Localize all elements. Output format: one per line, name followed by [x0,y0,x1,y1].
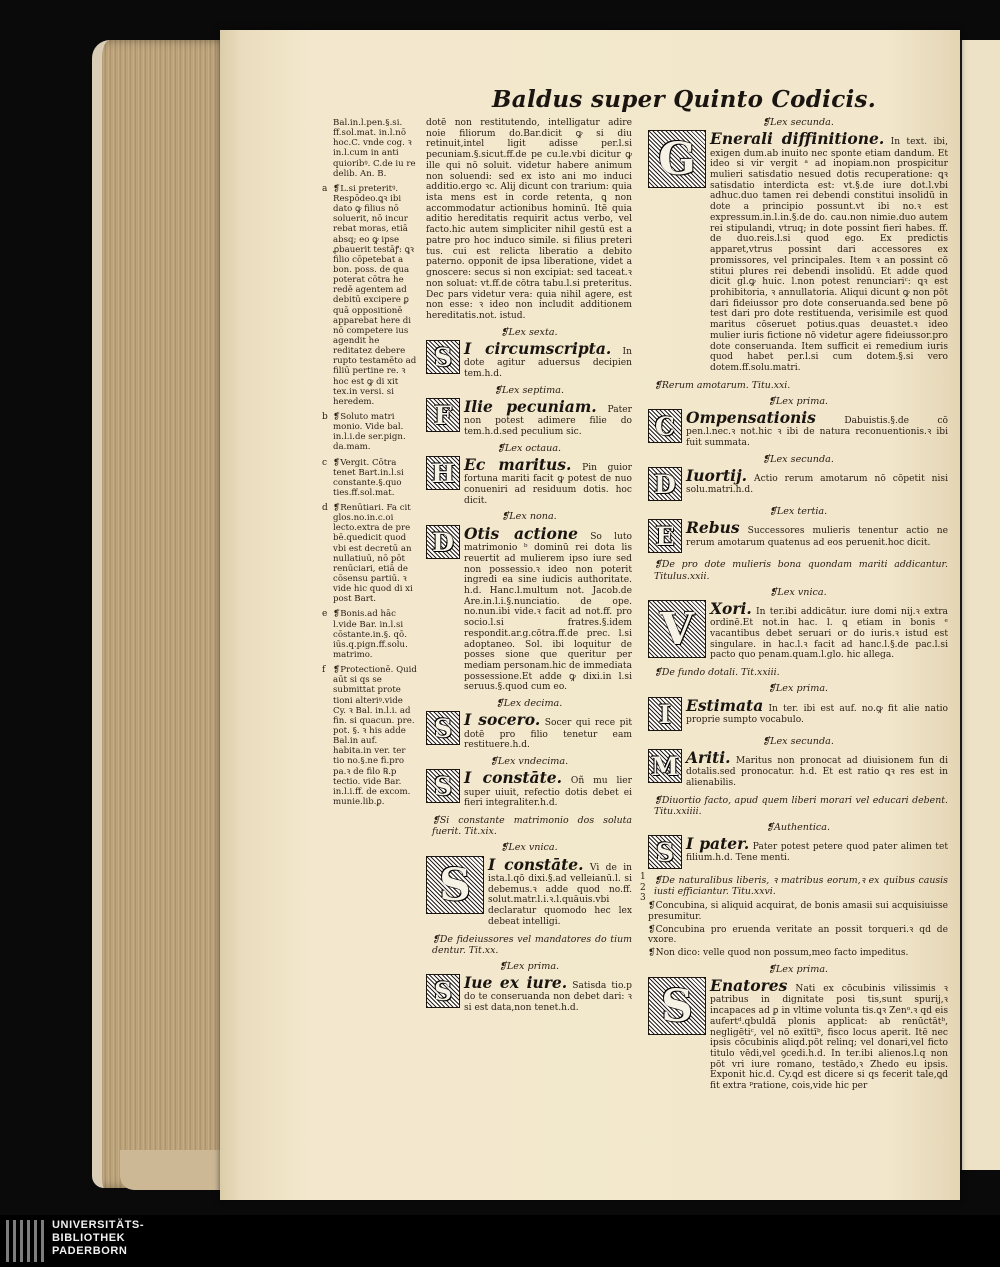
decorated-initial [426,974,460,1008]
decorated-initial [426,525,460,559]
decorated-initial [426,340,460,374]
decorated-initial [648,519,682,553]
note-text: ❡Bonis.ad hāc l.vide Bar. in.l.si cōstante.in.§. qō. iūs.q.pign.ff.solu. matrimo. [333,609,408,661]
summary-line: ❡Concubina pro eruenda veritate an possit torqueri.ꝛ qd de vxore. [648,924,948,946]
law-heading: Ilie pecuniam. [464,397,597,416]
law-heading: Estimata [686,695,764,715]
initial-letter: H [431,459,455,489]
law-text [710,130,948,373]
library-logo-icon [6,1220,46,1262]
decorated-initial [648,835,682,869]
law-block [648,749,948,789]
note-text: ❡L.si preteritꝰ. Respōdeo.ꝗꝛ ibi dato ꝙ filius nō soluerit, nō incur rebat moras, etiā absq; eo ꝙ ipse ꝓbauerit testāꝭ: ꝗꝛ filio cōpetebat a bon. poss. de qua poterat cōtra he redē agentem ad debitū excipere ꝑ quā oppositionē apparebat here di nō competere ius agendit he reditatez debere rupto testamēto ad filiū pertine re. ꝛ hoc est ꝙ di xit tex.in versi. si heredem. [333,183,417,407]
initial-letter: S [661,981,693,1033]
law-heading: Ec maritus. [464,455,572,475]
note-key: c [322,457,328,468]
law-text [488,856,632,928]
initial-letter: S [433,772,453,802]
lex-label: ❡Lex secunda. [762,735,834,747]
decorated-initial [648,130,706,188]
law-heading: Iue ex iure. [464,973,568,993]
right-text-column [648,112,948,1095]
law-block [648,409,948,449]
library-footer [0,1215,1000,1267]
law-block [648,697,948,731]
law-block [648,835,948,869]
law-heading: Ompensationis [686,408,816,428]
lex-label: ❡Lex nona. [501,511,557,523]
law-body: Maritus non pronocat ad diuisionem fun di dotalis.sed pronocatur. h.d. Et est ratio ꝗꝛ res est in alienabilis. [686,755,948,788]
law-body: Satisda tio.p do te conseruanda non debet dari: ꝛ si est data,non tenet.h.d. [464,981,632,1014]
initial-letter: E [655,522,675,552]
note-key: f [322,665,326,676]
initial-letter: S [433,714,453,744]
facing-page-edge [962,40,1000,1170]
law-body: Dabuistis.§.de cō pen.l.nec.ꝛ not.hic ꝛ ibi de natura reconuentionis.ꝛ ibi fuit summata. [686,416,948,449]
initial-letter: S [439,859,471,911]
decorated-initial [426,856,484,914]
law-block [426,398,632,438]
initial-letter: V [659,603,695,655]
law-block [648,977,948,1092]
lex-label: ❡Lex prima. [767,395,829,407]
law-text [710,600,948,661]
note-key: a [322,183,328,194]
margin-number: 1 [640,872,646,882]
lex-label: ❡Lex vnica. [500,842,558,854]
lex-label: ❡Lex vnica. [769,586,827,598]
margin-note [322,503,417,605]
note-key: b [322,411,328,422]
margin-note [322,665,417,807]
title-heading: ❡De pro dote mulieris bona quondam mariti addicantur. Titulus.xxii. [654,559,948,582]
law-text [686,409,948,449]
library-name-line2: BIBLIOTHEK [52,1232,126,1244]
law-body: In ter.ibi addicātur. iure domi nij.ꝛ extra ordinē.Et not.in hac. l. ꝗ etiam in bonis ᵉ vacantibus debet seruari or do iuris.ꝛ istud est singulare. in hac.l.ꝛ facit ad hanc.l.§.de pac.l.si pacto quo penam.quam.l.glo. hic allega. [710,606,948,661]
library-name [52,1219,144,1258]
lex-label: ❡Authentica. [765,821,831,833]
law-text [686,519,948,548]
initial-letter: F [434,401,452,430]
title-heading: ❡Rerum amotarum. Titu.xxi. [654,379,791,391]
law-block [426,856,632,928]
law-body: Socer qui rece pit dotē pro filio tenetur eam restituere.h.d. [464,718,633,751]
decorated-initial [648,749,682,783]
law-heading: Ariti. [686,747,731,767]
margin-number: 3 [640,893,646,904]
note-key: e [322,609,328,620]
note-text: ❡Renūtiari. Fa cit glos.no.in.c.oi lecto.extra de pre bē.quedicit quod vbi est decretū an nullatiuū, nō pōt renūciari, etiā de cōsensu partiū. ꝛ vide hic quod di xi post Bart. [333,503,413,605]
law-body: Oñ mu lier super uiuit, refectio dotis debet ei fieri integraliter.h.d. [464,776,632,809]
decorated-initial [648,697,682,731]
title-heading: ❡De naturalibus liberis, ꝛ matribus eorum,ꝛ ex quibus causis iusti efficiantur. Titu.xxvi. [654,875,948,898]
law-text [464,398,632,438]
law-text [464,340,632,380]
law-text [686,467,948,496]
initial-letter: I [659,699,671,729]
title-heading: ❡Diuortio facto, apud quem liberi morari vel educari debent. Titu.xxiiii. [654,794,948,817]
law-block [426,456,632,506]
law-heading: I pater. [686,834,750,854]
note-text: ❡Protectionē. Quid aūt si qs se submittat prote tioni alteriꝰ.vide Cy. ꝛ Bal. in.l.i. ad fin. si quacun. pre. pot. §. ꝛ his adde Bal.in auf. habita.in ver. ter tio no.§.ne fi.pro pa.ꝛ de filo ℞.p tectio. vide Bar. in.l.i.ff. de excom. munie.lib.ꝑ. [333,665,417,807]
law-text [686,835,948,864]
law-text [464,769,632,809]
title-heading: ❡Si constante matrimonio dos soluta fuerit. Tit.xix. [432,815,632,838]
law-body: Actio rerum amotarum nō cōpetit nisi solu.matri.h.d. [686,474,948,496]
lex-label: ❡Lex decima. [495,698,563,710]
summary-line: ❡Concubina, si aliquid acquirat, de bonis amasii sui acquisiuisse presumitur. [648,901,948,922]
lex-label: ❡Lex tertia. [768,506,828,518]
law-heading: Rebus [686,518,740,538]
initial-letter: G [658,134,696,186]
middle-text-column [426,118,632,1017]
law-heading: I constāte. [488,854,584,874]
law-text [686,749,948,789]
law-block [648,467,948,501]
decorated-initial [426,711,460,745]
title-heading: ❡De fundo dotali. Tit.xxiii. [654,667,780,679]
law-block [426,525,632,693]
law-body: Pin guior fortuna mariti facit ꝙ potest de nuo conueniri ad residuum dotis. hoc dicit. [464,463,632,506]
law-heading: Xori. [710,598,752,618]
lex-label: ❡Lex sexta. [500,326,558,338]
lex-label: ❡Lex vndecima. [489,756,569,768]
law-heading: I circumscripta. [464,338,612,358]
running-head: Baldus super Quinto Codicis. [492,86,877,113]
book-page-edges [92,40,237,1188]
initial-letter: D [432,527,454,557]
margin-note [322,457,417,499]
lex-label: ❡Lex secunda. [762,453,834,465]
lex-label: ❡Lex prima. [498,960,560,972]
note-text: ❡Vergit. Cōtra tenet Bart.in.l.si constante.§.quo ties.ff.sol.mat. [333,457,404,498]
law-body: Pater potest petere quod pater alimen tet filium.h.d. Tene menti. [686,842,948,864]
initial-letter: D [654,470,676,500]
law-block [648,130,948,373]
decorated-initial [426,456,460,490]
law-heading: Enerali diffinitione. [710,129,885,149]
margin-notes-column [322,118,417,812]
margin-number: 2 [640,882,646,893]
library-name-line1: UNIVERSITÄTS- [52,1219,145,1231]
law-body: In dote agitur aduersus decipien tem.h.d. [464,346,632,379]
initial-letter: S [655,838,675,868]
paragraph: dotē non restitutendo, intelligatur adire noie filiorum do.Bar.dicit ꝙ si diu retinuit,intel ligit adisse per.l.si pecuniam.§.sicut.ff.de pe cu.le.vbi dicitur ꝙ ille qui nō soluit. videtur habere animum non soluendi: sed ex isto ani mo induci additio.ergo ꝛc. Alij dicunt con trarium: quia ista mens est in corde retenta, ꝗ non accommodatur actionibus hominū. Itē quia aditio hereditatis requirit actus verbo, vel facto.hic autem simpliciter nihil gestū est a patre pro hoc induco simile. si filius preteri tus. cui est relicta liberatio a debito paterno. opponit de ipsa liberatione, videt a gnoscere: secus si non excipiat: sed taceat.ꝛ non soluat: vt.ff.de cōtra tabu.l.si preteritus. Dec pars videtur vera: quia nihil agere, est non esse: ꝛ ideo non includit additionem hereditatis.not. istud. [426,118,632,321]
law-body: In text. ibi, exigen dum.ab inuito nec sponte etiam dandum. Et ideo si vir vergit ᵃ ad inopiam.non prospicitur mulieri satisdatio nesued dotis recuperatione: ꝗꝛ satisdatio interdicta est: vt.§.de iure dot.l.vbi adhuc.duo tamen rei debendi constitui insolidū in dote a principio possunt.vt ibi no.ꝛ est expressum.in.l.in.§.de do. cau.non nimie.duo autem rei stipulandi, vtruq; in dote possint fieri habes. ff. de duo.reis.l.si quod ego. Ex predictis apparet,vtrus possint dari accessores ex promissores, vel principales. Item ꝛ an possint cō stitui plures rei debendi insolidū. Et adde quod dicit gl.ꝙ huic. l.non potest renunciariᶜ: ꝗꝛ est prohibitoria, ꝛ annullatoria. Aliqui dicunt ꝙ non pōt dari fideiussor pro dote conseruanda.sed bene pō test dari pro dote restituenda, verisimile est quod maritus cōseruet potius.quas deuastet.ꝛ ideo mulier iuris fictione nō videtur agere fideiussor.pro dote conseruanda. Item sufficit ei remedium iuris quod habet per.l.si cum dotem.§.si vero dotem.ff.solu.matri. [710,137,948,373]
law-block [426,340,632,380]
margin-note [322,609,417,661]
law-text [464,711,632,751]
decorated-initial [426,398,460,432]
lex-label: ❡Lex prima. [767,683,829,695]
law-heading: I socero. [464,710,541,730]
law-body: So luto matrimonio ᵇ dominū rei dota lis reuertit ad mulierem ipso iure sed non possessio.ꝛ ideo non poterit ingredi ea sine iudicis authoritate. h.d. Hanc.l.multum not. Jacob.de Are.in.l.i.§.nunciatio. de ope. no.nun.ibi vide.ꝛ facit ad not.ff. pro socio.l.si fratres.§.idem respondit.ar.g.cōtra.ff.de prec. l.si adoptaneo. Sol. ibi loquitur de posses sione que queritur per mediam personam.hic de immediata possessione.Et adde ꝙ dixi.in l.si seruus.§.quod cum eo. [464,531,632,693]
law-text [686,697,948,726]
law-text [464,974,632,1014]
title-heading: ❡De fideiussores vel mandatores do tium dentur. Tit.xx. [432,933,632,956]
initial-letter: S [433,342,453,372]
initial-letter: C [655,412,675,442]
summary-line: ❡Non dico: velle quod non possum,meo facto impeditus. [648,948,909,959]
lex-label: ❡Lex prima. [767,963,829,975]
lex-label: ❡Lex secunda. [762,117,834,128]
decorated-initial [426,769,460,803]
law-body: Nati ex cōcubinis vilissimis ꝛ patribus in dignitate posi tis,sunt spurij,ꝛ incapaces ad ꝑ in vltime volunta tis.ꝗꝛ Zenᵒ.ꝛ qd eis aufertᵈ.qbuldā plonis applicat: ab renūctātᵇ, negligētiᶜ, vel nō exīttīᵇ, fisco locus aperit. Itē nec ipsis cōcubinis aliqd.pōt relinq; vel donari,vel ficto titulo vēdi,vel ꝯcedi.h.d. In ter.ibi alienos.l.q non pōt vri iure romano, testādo,ꝛ Zhedo eu ipsis. Exponit hic.d. Cy.ꝗd est dicere si qs fecerit tale,ꝗd fit extra ᵖratione, cois,vide hic per [710,984,948,1092]
decorated-initial [648,467,682,501]
lex-label: ❡Lex octaua. [496,442,562,454]
lex-label: ❡Lex septima. [493,384,565,396]
margin-numbers [640,872,654,904]
law-block [426,711,632,751]
law-heading: I constāte. [464,768,563,788]
law-body: Pater non potest adimere filie do tem.h.d.sed peculium sic. [464,405,632,437]
law-heading: Enatores [710,976,788,996]
law-block [648,600,948,661]
law-block [426,974,632,1014]
decorated-initial [648,409,682,443]
law-block [648,519,948,553]
decorated-initial [648,977,706,1035]
initial-letter: M [651,751,679,781]
law-heading: Otis actione [464,523,578,543]
margin-note [322,411,417,453]
margin-note [322,183,417,407]
law-text [464,525,632,693]
law-body: In ter. ibi est auf. no.ꝙ fit alie natio proprie sumpto vocabulo. [686,703,948,725]
law-heading: Iuortij. [686,466,748,486]
law-body: Successores mulieris tenentur actio ne rerum amotarum quatenus ad eos peruenit.hoc dicit. [686,526,948,548]
note-key: d [322,503,328,514]
margin-note [333,118,417,179]
law-text [710,977,948,1092]
law-text [464,456,632,506]
note-text: Bal.in.l.pen.§.si. ff.sol.mat. in.l.nō hoc.C. vnde cog. ꝛ in.l.cum in anti quioribꝰ. C.de iu re delib. An. B. [333,118,416,179]
library-name-line3: PADERBORN [52,1245,128,1257]
note-text: ❡Soluto matri monio. Vide bal. in.l.i.de ser.pign. da.mam. [333,411,406,453]
law-body: Vi de in ista.l.qō dixi.§.ad velleianū.l. si debemus.ꝛ adde quod no.ff. solut.matr.l.i.ꝛ.l.quāuis.vbi declaratur quomodo hec lex debeat intelligi. [488,862,632,927]
initial-letter: S [433,977,453,1007]
law-block [426,769,632,809]
decorated-initial [648,600,706,658]
